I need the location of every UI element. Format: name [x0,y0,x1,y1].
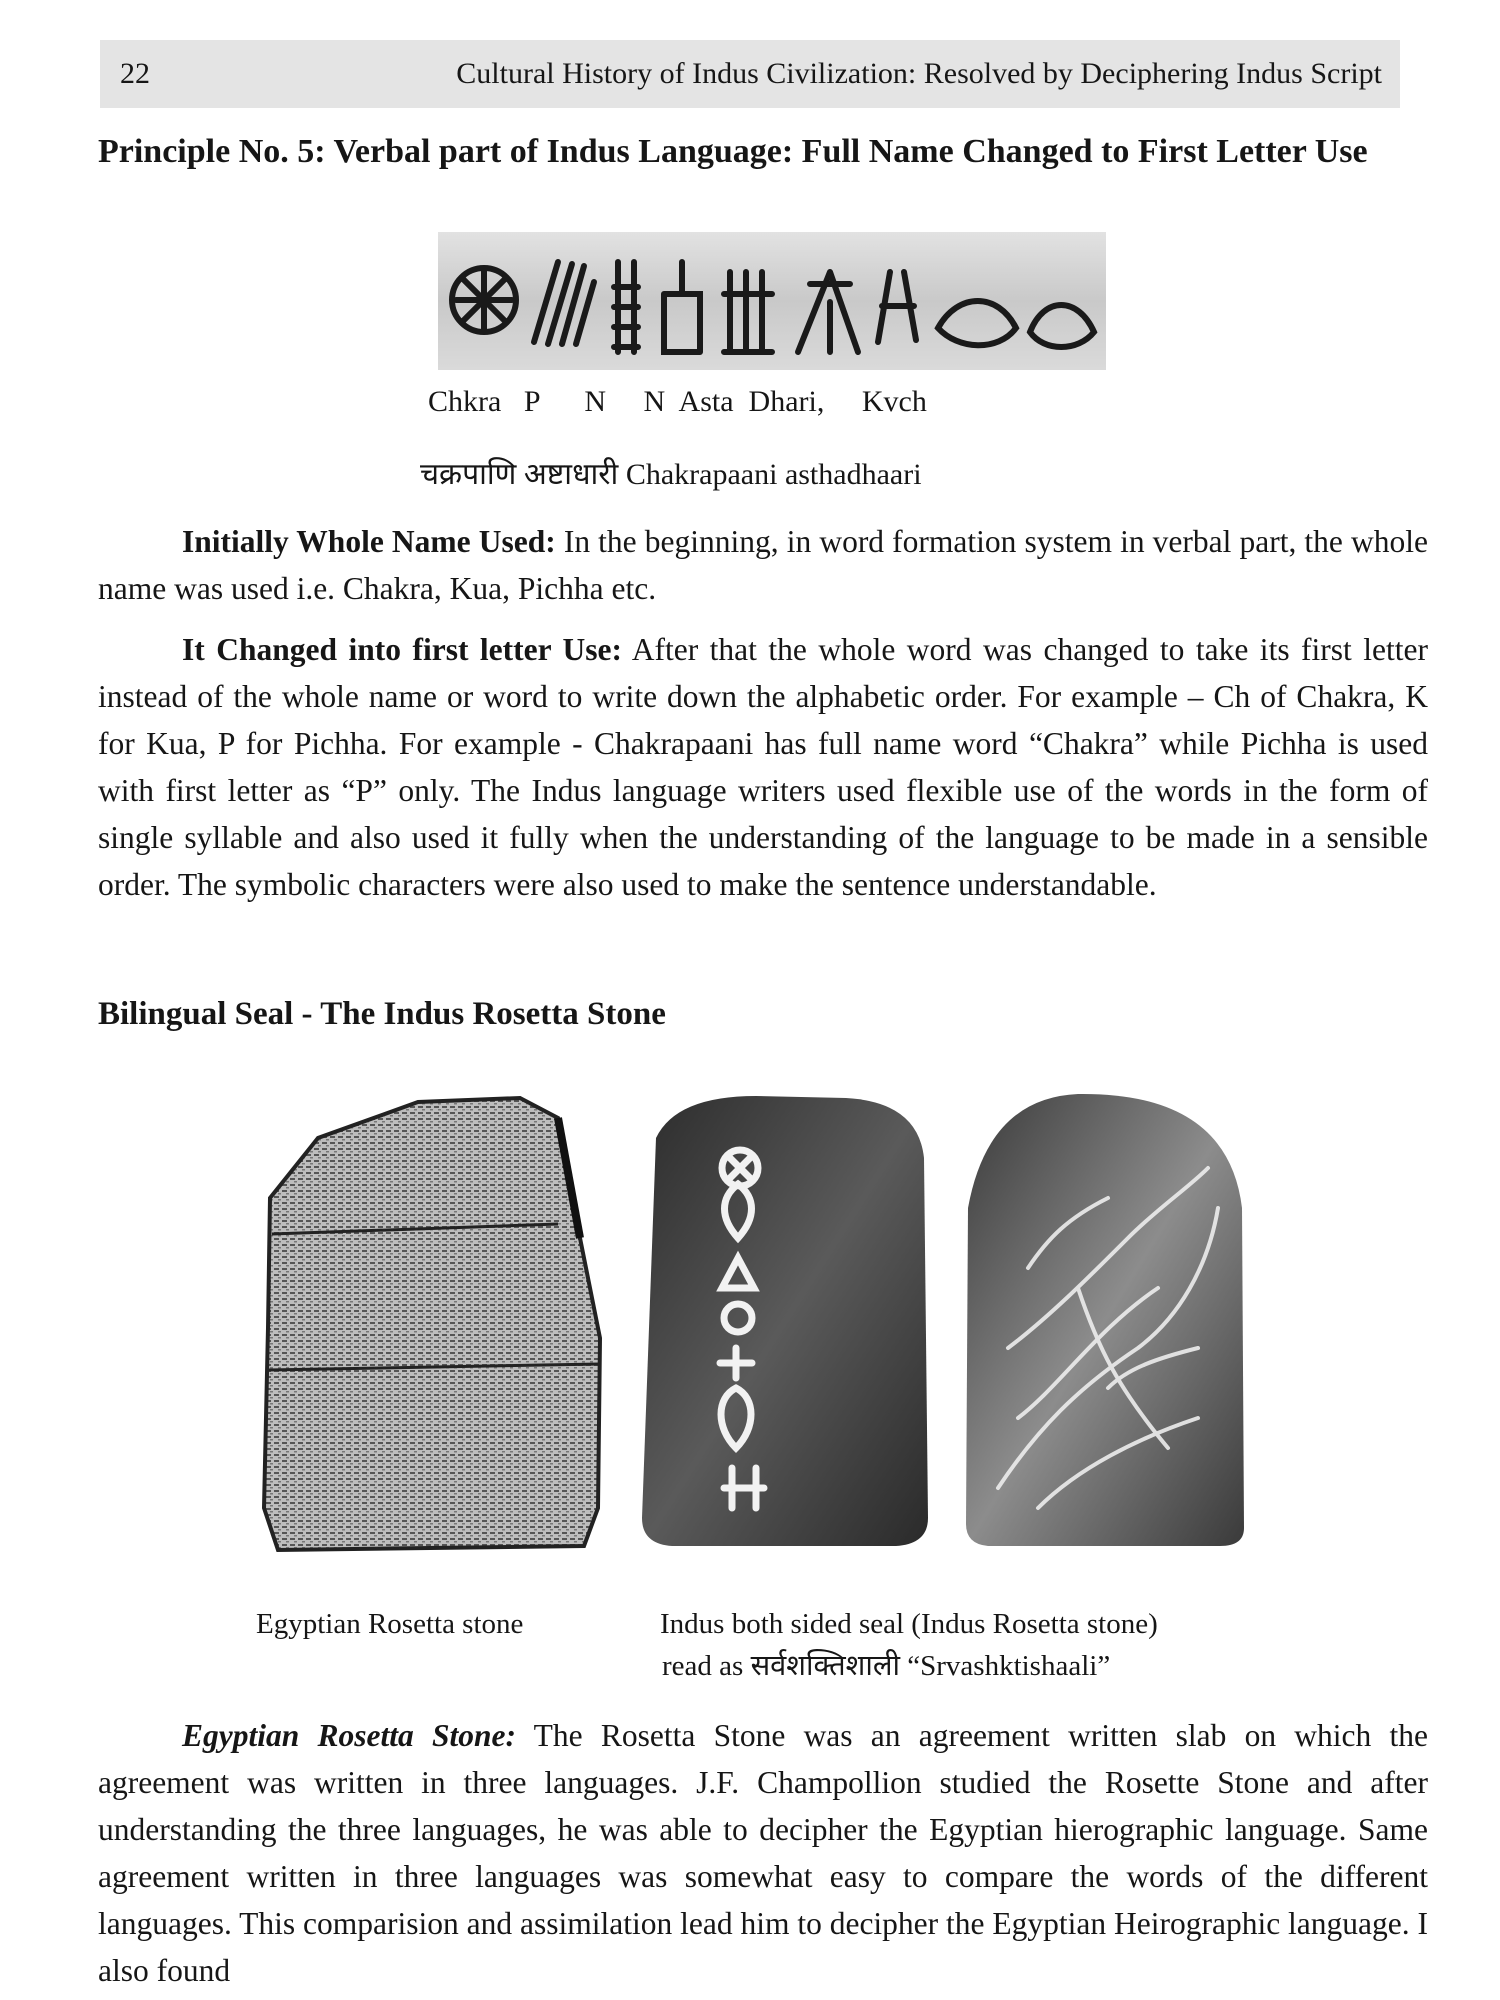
seal-strip-caption: Chkra P N N Asta Dhari, Kvch [428,385,927,418]
seal-strip-transliteration: Chakrapaani asthadhaari [625,458,922,491]
paragraph-egyptian-rosetta-stone [98,1712,1428,1994]
seal-strip-reading [420,452,922,493]
running-title: Cultural History of Indus Civilization: Resolved by Deciphering Indus Script [456,57,1382,90]
indus-script-strip-image [438,232,1106,370]
seal-strip-devanagari: चक्रपाणि अष्टाधारी [420,458,619,491]
paragraph-first-letter-use [98,626,1428,908]
indus-seal-back-image [958,1088,1250,1550]
principle-heading: Principle No. 5: Verbal part of Indus Language: Full Name Changed to First Letter Use [98,133,1368,170]
caption-devanagari: सर्वशक्तिशाली [750,1650,900,1682]
paragraph-body: After that the whole word was changed to take its first letter instead of the whole name or word to write down the alphabetic order. For example – Ch of Chakra, K for Kua, P for Pichha. For example - Chakrapaani has full name word “Chakra” while Pichha is used with first letter as “P” only. The Indus language writers used flexible use of the words in the form of single syllable and also used it fully when the understanding of the language to be made in a sensible order. The symbolic characters were also used to make the sentence understandable. [98,632,1428,902]
indus-seal-caption-line1: Indus both sided seal (Indus Rosetta stone) [660,1608,1158,1640]
indus-seal-caption-line2 [662,1646,1110,1686]
egyptian-stone-caption: Egyptian Rosetta stone [256,1608,524,1640]
page-number: 22 [120,57,150,90]
indus-seal-front-image [636,1088,936,1550]
caption-transliteration: “Srvashktishaali” [900,1650,1111,1682]
egyptian-rosetta-stone-image [258,1088,608,1556]
paragraph-body: In the beginning, in word formation system in verbal part, the whole name was used i.e. Chakra, Kua, Pichha etc. [98,524,1428,606]
bilingual-seal-heading: Bilingual Seal - The Indus Rosetta Stone [98,996,666,1032]
paragraph-body: The Rosetta Stone was an agreement written slab on which the agreement was written in three languages. J.F. Champollion studied the Rosette Stone and after understanding the three languages, he was able to decipher the Egyptian hierographic language. Same agreement written in three languages was somewhat easy to compare the words of the different languages. This comparision and assimilation lead him to decipher the Egyptian Heirographic language. I also found [98,1718,1428,1988]
caption-prefix: read as [662,1650,751,1682]
paragraph-lead: Egyptian Rosetta Stone: [182,1718,516,1753]
page-header [100,40,1400,108]
paragraph-initially-whole-name [98,518,1428,612]
paragraph-lead: It Changed into first letter Use: [182,632,622,667]
paragraph-lead: Initially Whole Name Used: [182,524,556,559]
